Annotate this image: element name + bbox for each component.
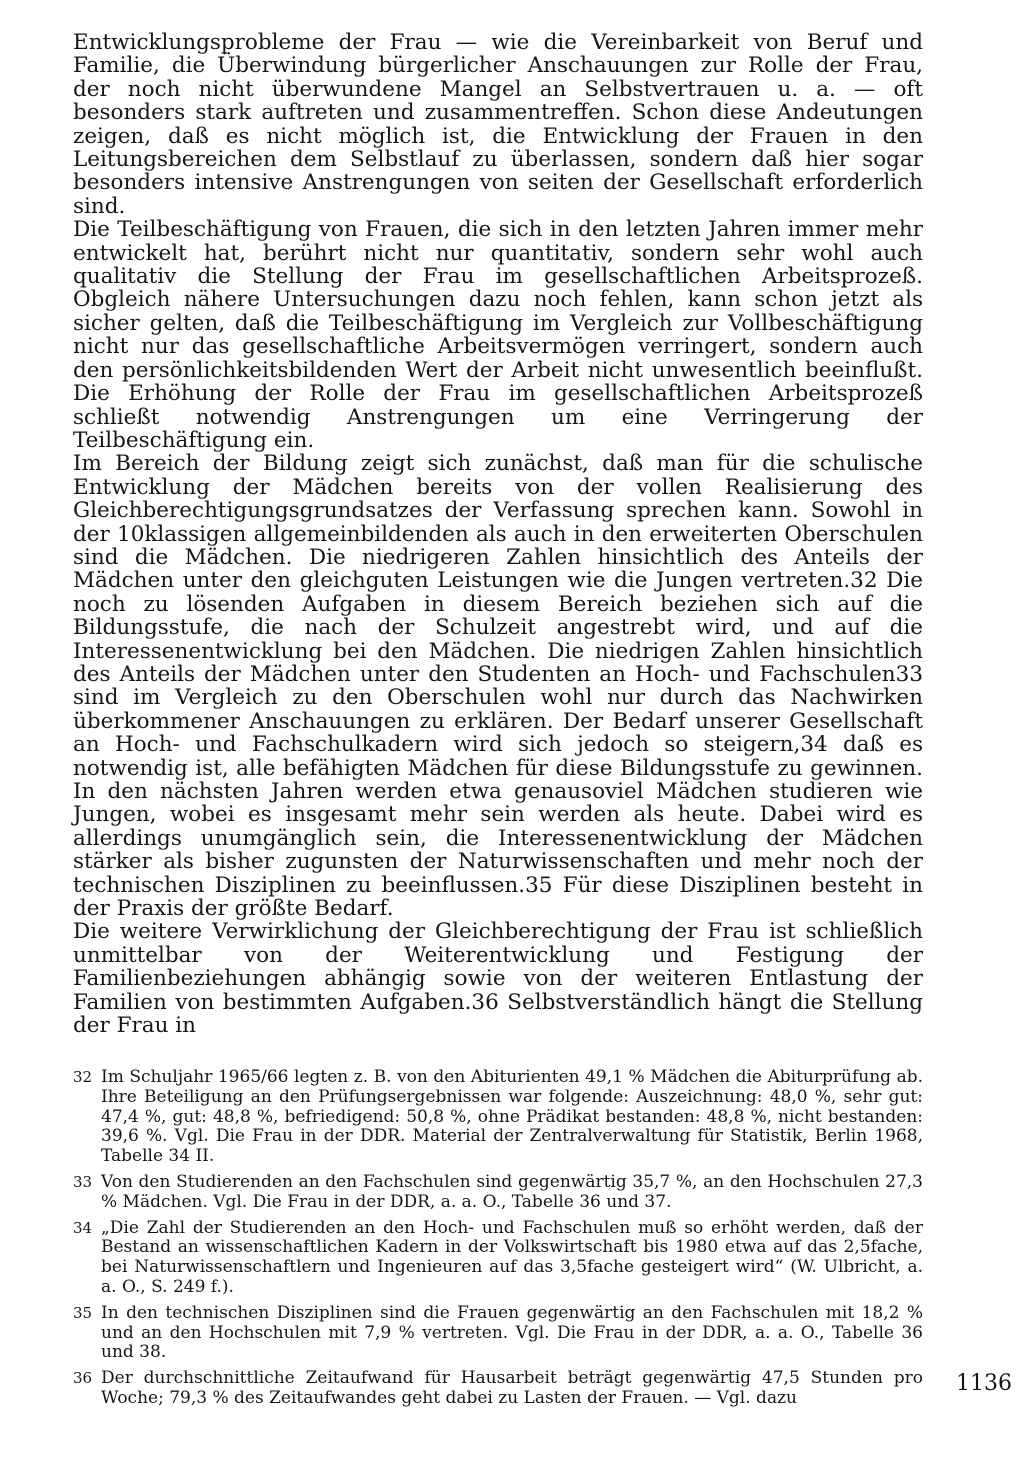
paragraph: Im Bereich der Bildung zeigt sich zunächst, daß man für die schulische Entwicklung der Mädchen bereits von der vollen Realisierung des Gleichberechtigungsgrundsatzes der Verfassung sprechen kann. Sowohl in der 10klassigen allgemeinbildenden als auch in den erweiterten Oberschulen sind die Mädchen. Die niedrigeren Zahlen hinsichtlich des Anteils der Mädchen unter den gleichguten Leistungen wie die Jungen vertreten.32 Die noch zu lösenden Aufgaben in diesem Bereich beziehen sich auf die Bildungsstufe, die nach der Schulzeit angestrebt wird, und auf die Interessenentwicklung bei den Mädchen. Die niedrigen Zahlen hinsichtlich des Anteils der Mädchen unter den Studenten an Hoch- und Fachschulen33 sind im Vergleich zu den Oberschulen wohl nur durch das Nachwirken überkommener Anschauungen zu erklären. Der Bedarf unserer Gesellschaft an Hoch- und Fachschulkadern wird sich jedoch so steigern,34 daß es notwendig ist, alle befähigten Mädchen für diese Bildungsstufe zu gewinnen. In den nächsten Jahren werden etwa genausoviel Mädchen studieren wie Jungen, wobei es insgesamt mehr sein werden als heute. Dabei wird es allerdings unumgänglich sein, die Interessenentwicklung der Mädchen stärker als bisher zugunsten der Naturwissenschaften und mehr noch der technischen Disziplinen zu beeinflussen.35 Für diese Disziplinen besteht in der Praxis der größte Bedarf. <box>73 451 923 922</box>
footnote-number: 35 <box>73 1303 93 1322</box>
footnote-text: Von den Studierenden an den Fachschulen sind gegenwärtig 35,7 %, an den Hochschulen 27,3 % Mädchen. Vgl. Die Frau in der DDR, a. a. O., Tabelle 36 und 37. <box>101 1171 923 1212</box>
footnote <box>73 1219 923 1298</box>
footnote-text: „Die Zahl der Studierenden an den Hoch- und Fachschulen muß so erhöht werden, daß der Bestand an wissenschaftlichen Kadern in der Volkswirtschaft bis 1980 etwa auf das 2,5fache, bei Naturwissenschaftlern und Ingenieuren auf das 3,5fache gesteigert wird“ (W. Ulbricht, a. a. O., S. 249 f.). <box>101 1217 923 1297</box>
paragraph: Die Teilbeschäftigung von Frauen, die sich in den letzten Jahren immer mehr entwickelt hat, berührt nicht nur quantitativ, sondern sehr wohl auch qualitativ die Stellung der Frau im gesellschaftlichen Arbeitsprozeß. Obgleich nähere Untersuchungen dazu noch fehlen, kann schon jetzt als sicher gelten, daß die Teilbeschäftigung im Vergleich zur Vollbeschäftigung nicht nur das gesellschaftliche Arbeitsvermögen verringert, sondern auch den persönlichkeitsbildenden Wert der Arbeit nicht unwesentlich beeinflußt. Die Erhöhung der Rolle der Frau im gesellschaftlichen Arbeitsprozeß schließt notwendig Anstrengungen um eine Verringerung der Teilbeschäftigung ein. <box>73 217 923 453</box>
body-text <box>73 31 923 1037</box>
footnote <box>73 1369 923 1409</box>
footnote-number: 34 <box>73 1218 93 1237</box>
footnote-number: 33 <box>73 1172 93 1191</box>
paragraph: Entwicklungsprobleme der Frau — wie die Vereinbarkeit von Beruf und Familie, die Überwindung bürgerlicher Anschauungen zur Rolle der Frau, der noch nicht überwundene Mangel an Selbstvertrauen u. a. — oft besonders stark auftreten und zusammentreffen. Schon diese Andeutungen zeigen, daß es nicht möglich ist, die Entwicklung der Frauen in den Leitungsbereichen dem Selbstlauf zu überlassen, sondern daß hier sogar besonders intensive Anstrengungen von seiten der Gesellschaft erforderlich sind. <box>73 30 923 219</box>
footnote-text: Im Schuljahr 1965/66 legten z. B. von den Abiturienten 49,1 % Mädchen die Abiturprüfung ab. Ihre Beteiligung an den Prüfungsergebnissen war folgende: Auszeichnung: 48,0 %, sehr gut: 47,4 %, gut: 48,8 %, befriedigend: 50,8 %, ohne Prädikat bestanden: 48,8 %, nicht bestanden: 39,6 %. Vgl. Die Frau in der DDR. Material der Zentralverwaltung für Statistik, Berlin 1968, Tabelle 34 II. <box>101 1067 923 1167</box>
footnote <box>73 1304 923 1363</box>
footnote-text: Der durchschnittliche Zeitaufwand für Hausarbeit beträgt gegenwärtig 47,5 Stunden pro Woche; 79,3 % des Zeitaufwandes geht dabei zu Lasten der Frauen. — Vgl. dazu <box>101 1368 923 1408</box>
paragraph: Die weitere Verwirklichung der Gleichberechtigung der Frau ist schließlich unmittelbar von der Weiterentwicklung und Festigung der Familienbeziehungen abhängig sowie von der weiteren Entlastung der Familien von bestimmten Aufgaben.36 Selbstverständlich hängt die Stellung der Frau in <box>73 919 923 1039</box>
footnote-number: 32 <box>73 1068 93 1086</box>
footnote-text: In den technischen Disziplinen sind die Frauen gegenwärtig an den Fachschulen mit 18,2 % und an den Hochschulen mit 7,9 % vertreten. Vgl. Die Frau in der DDR, a. a. O., Tabelle 36 und 38. <box>101 1302 923 1363</box>
footnote <box>73 1173 923 1213</box>
page-number: 1136 <box>956 1371 1012 1396</box>
footnote <box>73 1068 923 1167</box>
footnotes <box>73 1068 923 1415</box>
footnote-number: 36 <box>73 1369 93 1388</box>
